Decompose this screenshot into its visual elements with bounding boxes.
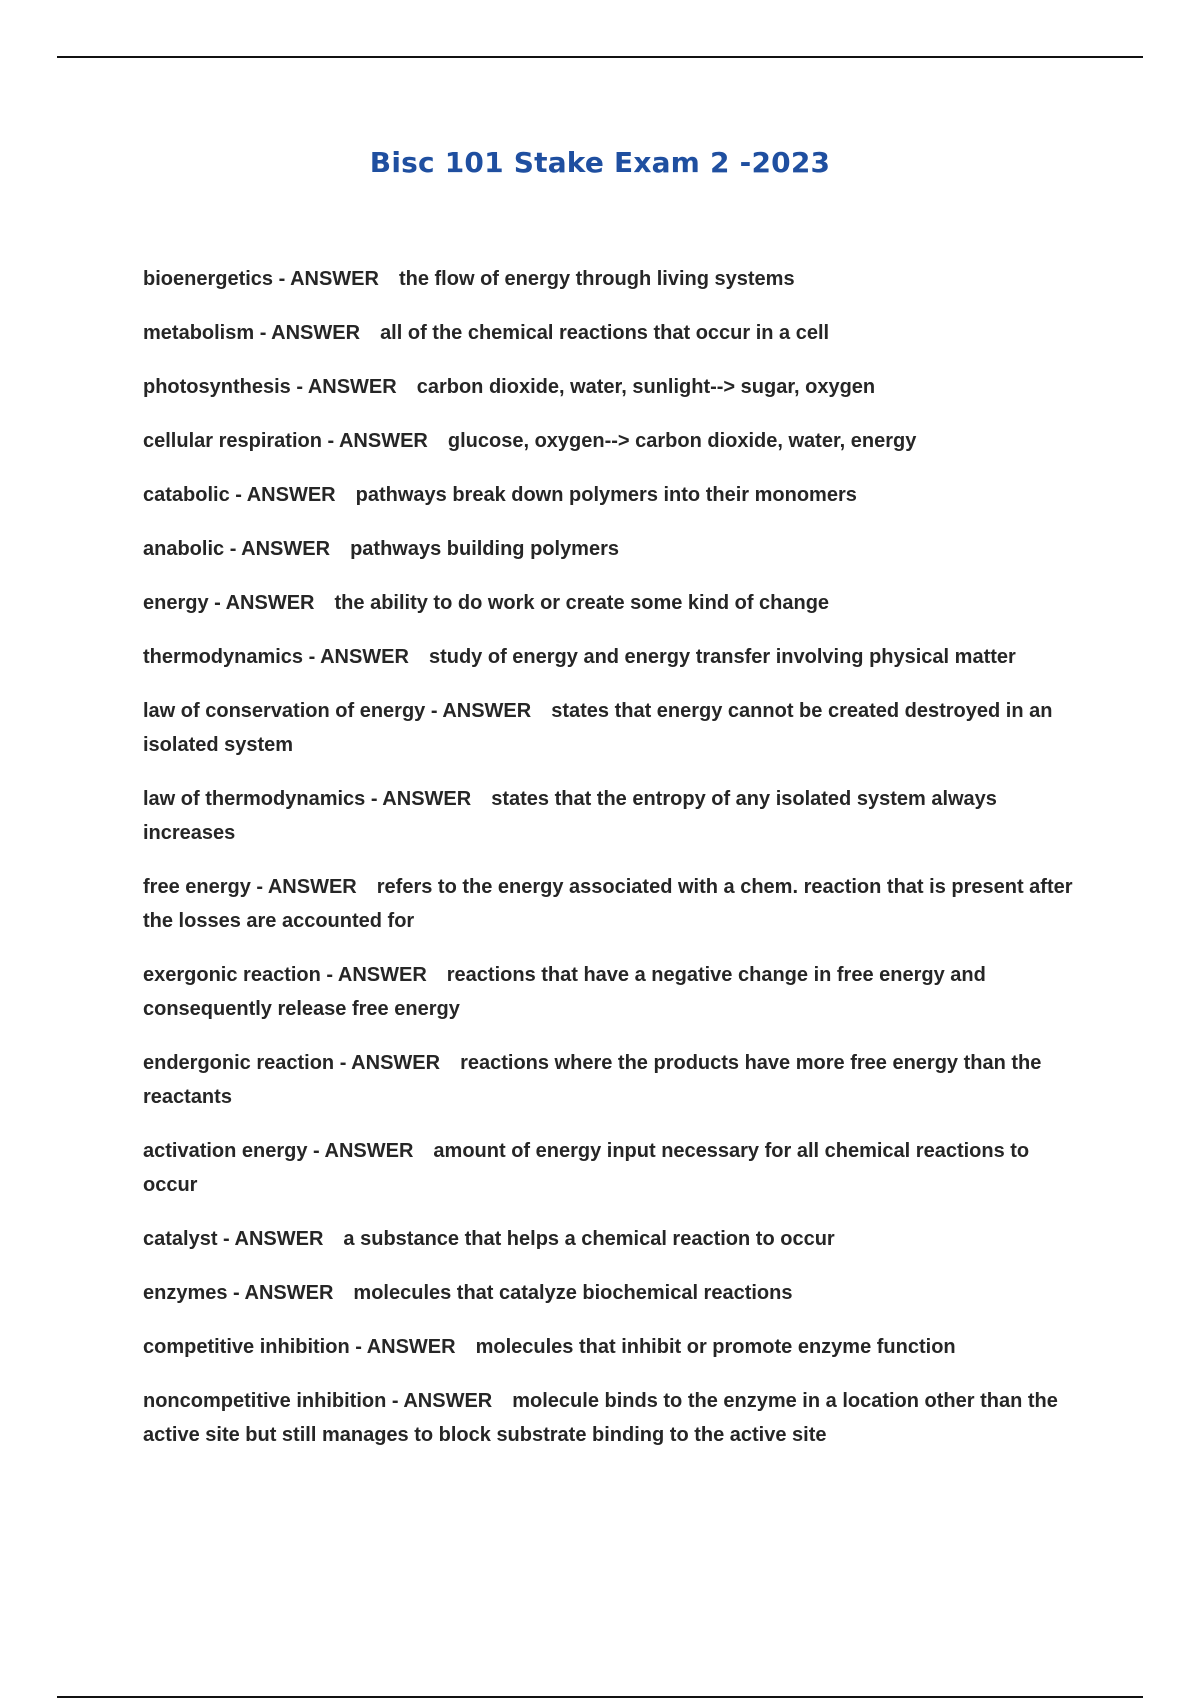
entry-definition: pathways building polymers [350, 538, 619, 560]
entry-term: law of thermodynamics - ANSWER [143, 788, 472, 810]
entry-definition: states that energy cannot be created destroyed in an isolated system [143, 700, 1053, 756]
entry-definition: glucose, oxygen--> carbon dioxide, water, energy [447, 430, 917, 452]
entry-term: activation energy - ANSWER [143, 1140, 414, 1162]
bottom-rule [57, 1696, 1143, 1698]
flashcard-entry [143, 1276, 1088, 1310]
entry-definition: the flow of energy through living systems [398, 268, 795, 290]
entry-term: energy - ANSWER [143, 592, 315, 614]
entry-term: competitive inhibition - ANSWER [143, 1336, 456, 1358]
entry-term: noncompetitive inhibition - ANSWER [143, 1390, 493, 1412]
flashcard-entry [143, 694, 1088, 762]
flashcard-entry [143, 478, 1088, 512]
flashcard-entry [143, 1046, 1088, 1114]
top-rule [57, 56, 1143, 58]
entry-term: cellular respiration - ANSWER [143, 430, 428, 452]
entry-term: endergonic reaction - ANSWER [143, 1052, 441, 1074]
flashcard-entry [143, 1384, 1088, 1452]
entry-term: law of conservation of energy - ANSWER [143, 700, 532, 722]
entry-definition: pathways break down polymers into their monomers [355, 484, 857, 506]
entry-term: bioenergetics - ANSWER [143, 268, 379, 290]
entry-definition: the ability to do work or create some kind of change [334, 592, 830, 614]
entry-definition: a substance that helps a chemical reaction to occur [343, 1228, 835, 1250]
entry-term: exergonic reaction - ANSWER [143, 964, 427, 986]
entry-term: catabolic - ANSWER [143, 484, 336, 506]
entry-term: metabolism - ANSWER [143, 322, 361, 344]
entry-definition: molecules that inhibit or promote enzyme function [475, 1336, 956, 1358]
flashcard-entry [143, 640, 1088, 674]
entry-definition: molecules that catalyze biochemical reactions [353, 1282, 793, 1304]
flashcard-entry [143, 1222, 1088, 1256]
flashcard-entry [143, 1330, 1088, 1364]
entry-term: free energy - ANSWER [143, 876, 357, 898]
document-title: Bisc 101 Stake Exam 2 -2023 [369, 146, 831, 179]
flashcard-entry [143, 870, 1088, 938]
flashcard-entry [143, 370, 1088, 404]
entry-term: catalyst - ANSWER [143, 1228, 324, 1250]
flashcard-entry [143, 1134, 1088, 1202]
entry-term: photosynthesis - ANSWER [143, 376, 397, 398]
entry-definition: reactions where the products have more free energy than the reactants [143, 1052, 1042, 1108]
entry-definition: carbon dioxide, water, sunlight--> sugar, oxygen [416, 376, 876, 398]
flashcard-entry [143, 586, 1088, 620]
entry-definition: reactions that have a negative change in free energy and consequently release free energy [143, 964, 986, 1020]
entry-definition: amount of energy input necessary for all chemical reactions to occur [143, 1140, 1030, 1196]
flashcard-list [143, 262, 1088, 1472]
flashcard-entry [143, 316, 1088, 350]
flashcard-entry [143, 424, 1088, 458]
flashcard-entry [143, 782, 1088, 850]
entry-definition: states that the entropy of any isolated system always increases [143, 788, 997, 844]
entry-definition: refers to the energy associated with a chem. reaction that is present after the losses are accounted for [143, 876, 1073, 932]
entry-definition: all of the chemical reactions that occur in a cell [380, 322, 830, 344]
entry-definition: study of energy and energy transfer involving physical matter [428, 646, 1016, 668]
entry-term: thermodynamics - ANSWER [143, 646, 409, 668]
flashcard-entry [143, 262, 1088, 296]
entry-term: enzymes - ANSWER [143, 1282, 334, 1304]
entry-definition: molecule binds to the enzyme in a location other than the active site but still manages to block substrate binding to the active site [143, 1390, 1058, 1446]
flashcard-entry [143, 532, 1088, 566]
flashcard-entry [143, 958, 1088, 1026]
entry-term: anabolic - ANSWER [143, 538, 331, 560]
